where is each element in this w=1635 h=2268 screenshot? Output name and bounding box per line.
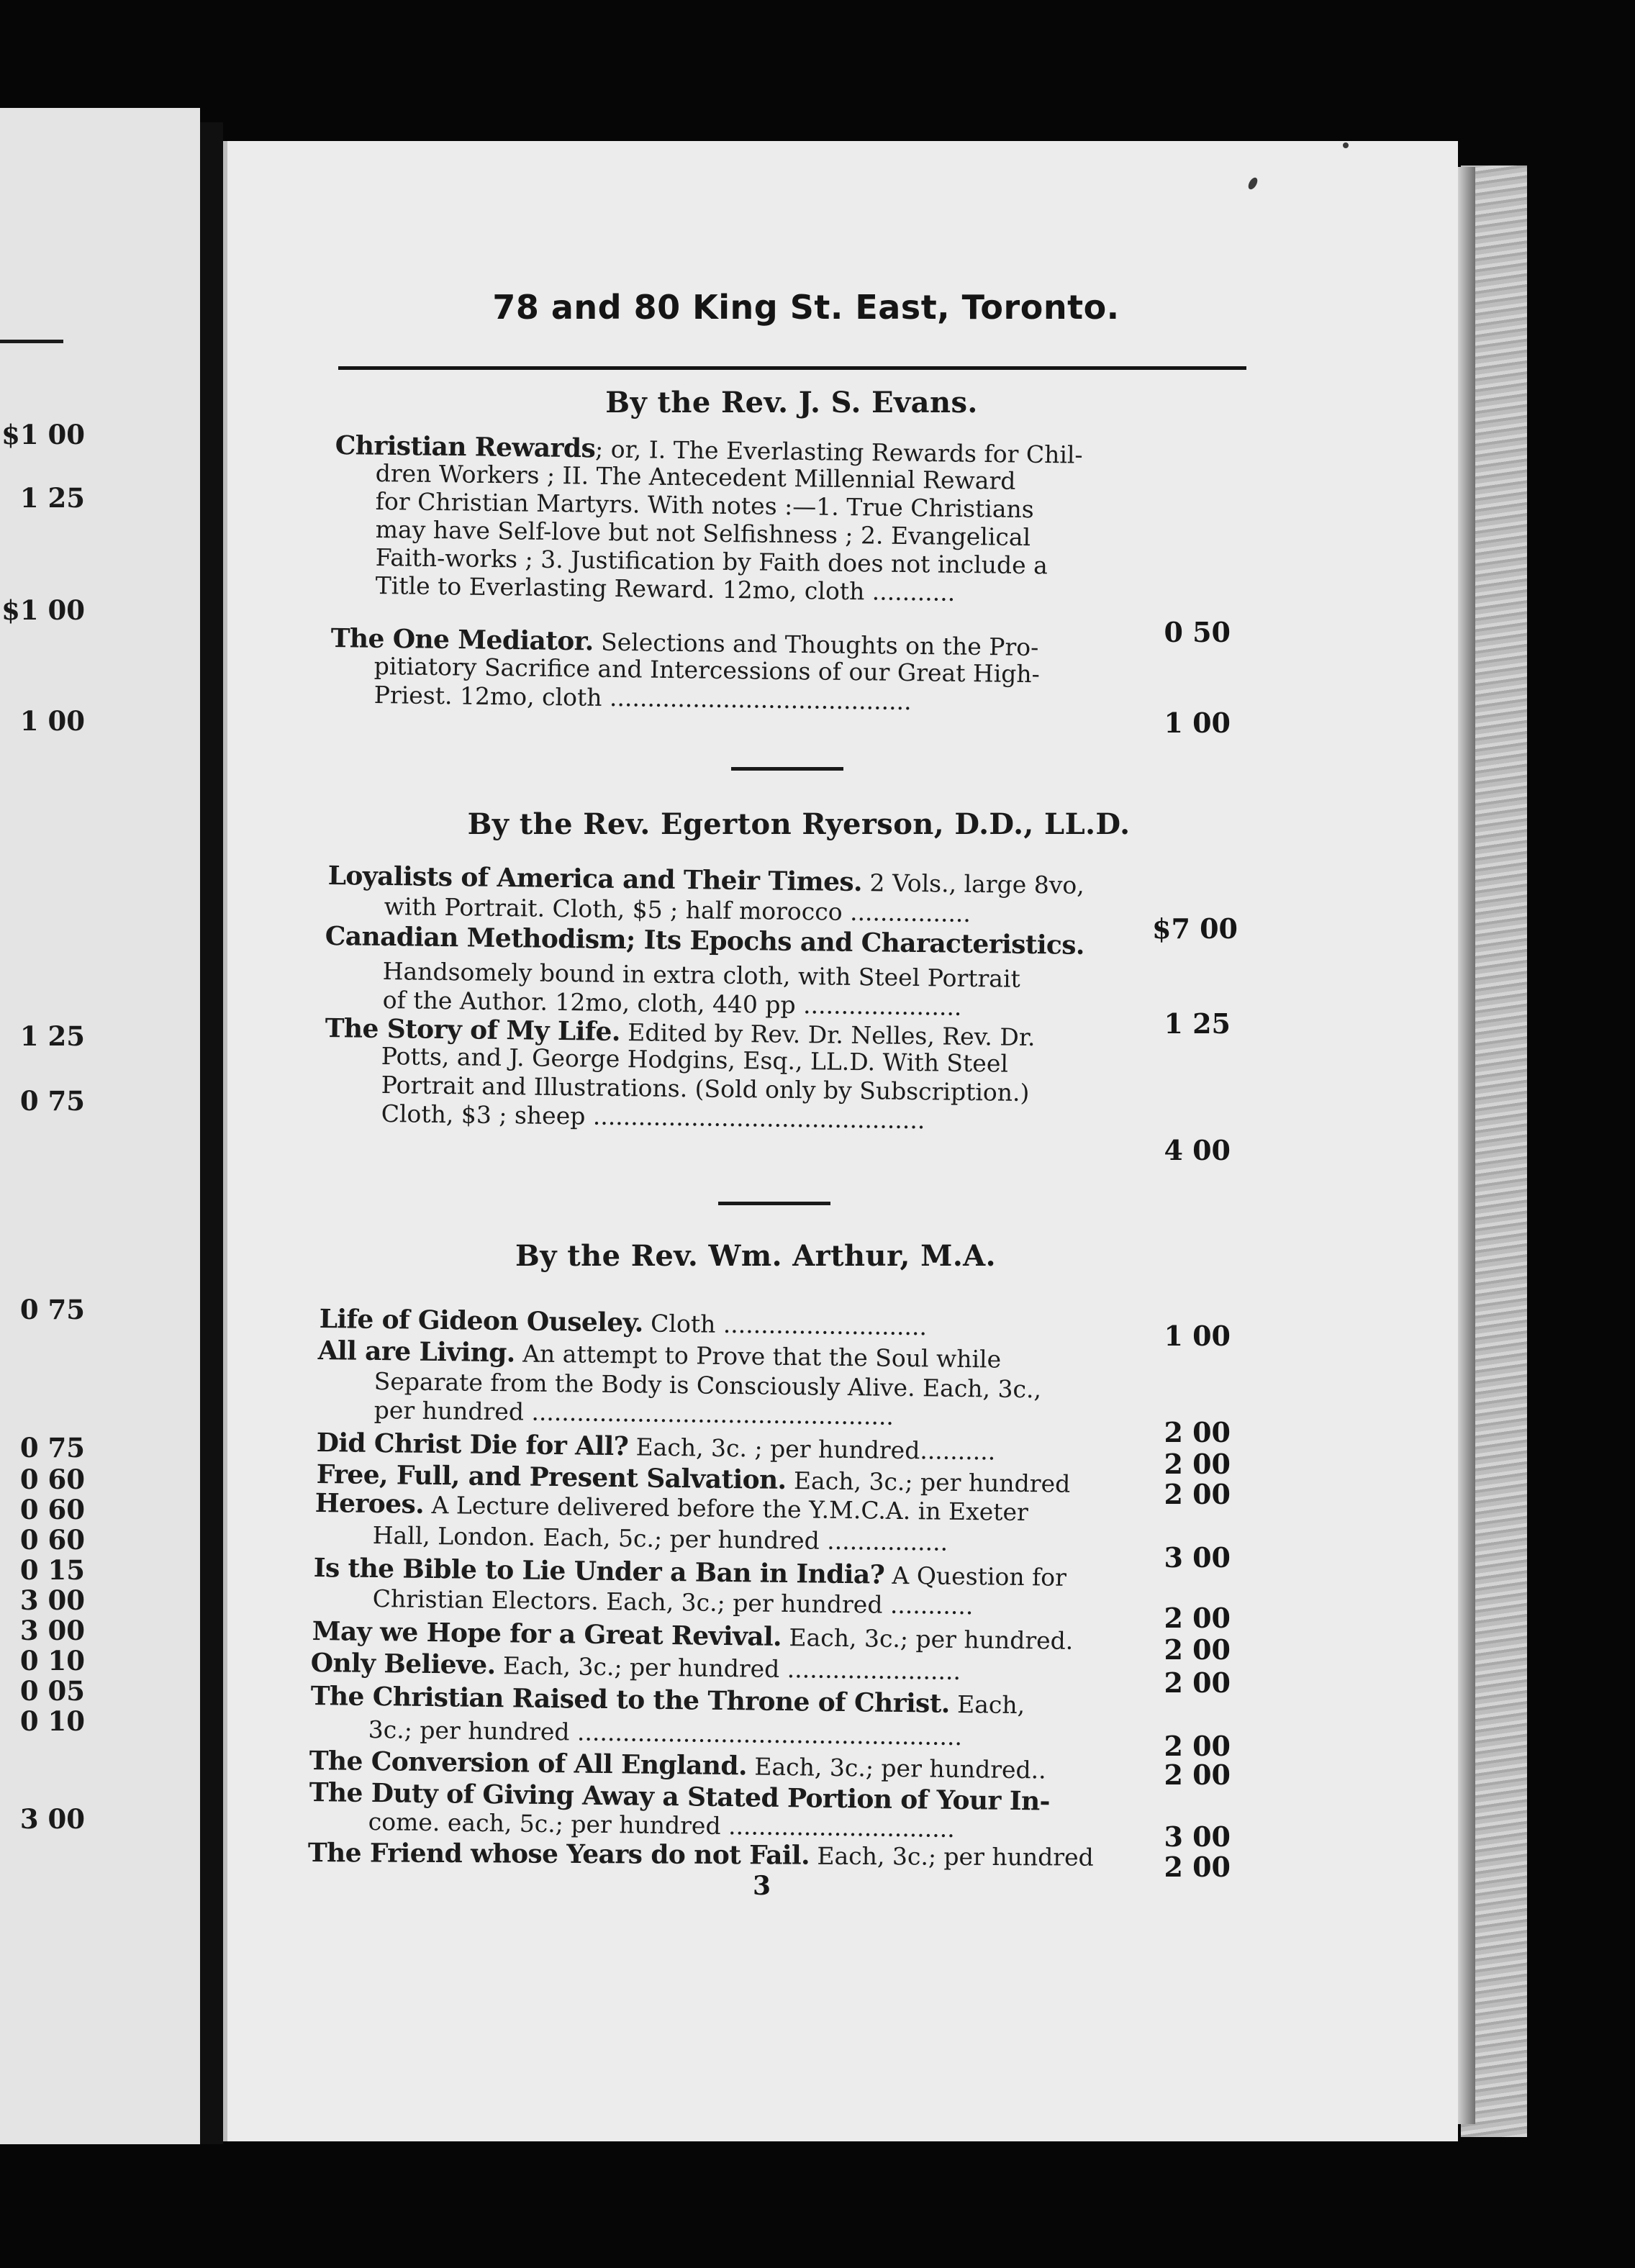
entry-price: 1 25 xyxy=(1164,1007,1231,1040)
entry-line: may have Self-love but not Selfishness ; 2. Evangelical xyxy=(375,515,1031,552)
entry-price: 1 00 xyxy=(1164,707,1231,739)
entry-title: Heroes. xyxy=(314,1488,425,1520)
entry-text: ; or, I. The Everlasting Rewards for Chil- xyxy=(594,435,1083,469)
left-price: 0 60 xyxy=(19,1494,85,1525)
entry-text: Each, 3c.; per hundred.. xyxy=(746,1752,1046,1784)
entry-price: 2 00 xyxy=(1164,1602,1231,1634)
entry-price: 3 00 xyxy=(1164,1541,1231,1574)
entry-line: Handsomely bound in extra cloth, with Steel Portrait xyxy=(382,957,1021,993)
left-price: 1 25 xyxy=(19,482,85,514)
entry-title: Did Christ Die for All? xyxy=(316,1428,629,1462)
entry-line: Separate from the Body is Consciously Alive. Each, 3c., xyxy=(373,1367,1042,1404)
entry-line: Potts, and J. George Hodgins, Esq., LL.D. With Steel xyxy=(381,1042,1009,1078)
entry-price: 0 50 xyxy=(1164,616,1231,648)
entry-title: Only Believe. xyxy=(310,1648,496,1681)
entry-text: Each, 3c.; per hundred xyxy=(809,1841,1094,1872)
left-price: 0 75 xyxy=(19,1432,85,1464)
section-author: By the Rev. Egerton Ryerson, D.D., LL.D. xyxy=(467,807,1131,841)
entry-line: Priest. 12mo, cloth ........................................ xyxy=(373,681,912,716)
left-price: 0 10 xyxy=(19,1645,85,1677)
entry-text: Cloth ........................... xyxy=(643,1309,928,1341)
entry-text: Edited by Rev. Dr. Nelles, Rev. Dr. xyxy=(620,1018,1036,1052)
entry-line: per hundred ................................................ xyxy=(373,1396,895,1430)
section-author: By the Rev. J. S. Evans. xyxy=(605,386,978,419)
entry-price: 2 00 xyxy=(1164,1666,1231,1699)
running-head: 78 and 80 King St. East, Toronto. xyxy=(492,288,1120,327)
entry-line: with Portrait. Cloth, $5 ; half morocco ................ xyxy=(384,892,972,927)
entry-text: 2 Vols., large 8vo, xyxy=(861,868,1084,899)
entry-price: 3 00 xyxy=(1164,1820,1231,1853)
left-price: 0 05 xyxy=(19,1675,85,1707)
entry-line: 3c.; per hundred ................................................... xyxy=(368,1715,963,1751)
entry-title: The Christian Raised to the Throne of Christ. xyxy=(310,1681,950,1719)
entry-text: A Lecture delivered before the Y.M.C.A. in Exeter xyxy=(423,1490,1029,1527)
entry-price: 1 00 xyxy=(1164,1320,1231,1352)
entry-title: The Duty of Giving Away a Stated Portion of Your In- xyxy=(309,1777,1051,1817)
entry-title: All are Living. xyxy=(317,1335,515,1369)
entry-title: Canadian Methodism; Its Epochs and Characteristics. xyxy=(325,921,1085,961)
left-price: 3 00 xyxy=(19,1615,85,1646)
entry-text: A Question for xyxy=(884,1561,1067,1592)
left-price: 0 60 xyxy=(19,1464,85,1495)
left-price: 1 00 xyxy=(19,705,85,737)
header-rule xyxy=(338,366,1246,370)
entry-line: for Christian Martyrs. With notes :—1. True Christians xyxy=(375,487,1034,524)
left-price: 3 00 xyxy=(19,1803,85,1835)
section-divider xyxy=(718,1202,830,1205)
entry-text: Each, 3c.; per hundred ....................... xyxy=(495,1651,961,1686)
entry-price: 2 00 xyxy=(1164,1730,1231,1762)
entry-price: 4 00 xyxy=(1164,1134,1231,1166)
entry-title: May we Hope for a Great Revival. xyxy=(312,1616,782,1652)
entry-text: Each, 3c.; per hundred. xyxy=(781,1623,1074,1655)
book-gutter xyxy=(200,122,223,2144)
entry-price: 2 00 xyxy=(1164,1851,1231,1883)
entry-line: Hall, London. Each, 5c.; per hundred ................ xyxy=(372,1521,948,1556)
previous-page xyxy=(0,108,200,2144)
entry-line: come. each, 5c.; per hundred .............................. xyxy=(368,1807,956,1843)
left-price: $1 00 xyxy=(1,594,85,626)
entry-title: Free, Full, and Present Salvation. xyxy=(316,1459,787,1495)
paper-speck xyxy=(1343,142,1349,148)
entry-price: $7 00 xyxy=(1152,912,1238,945)
left-price: $1 00 xyxy=(1,419,85,450)
left-price: 3 00 xyxy=(19,1584,85,1616)
entry-line: Cloth, $3 ; sheep ............................................ xyxy=(381,1099,925,1135)
section-divider xyxy=(731,767,843,771)
section-author: By the Rev. Wm. Arthur, M.A. xyxy=(515,1239,996,1273)
entry-title: Is the Bible to Lie Under a Ban in India? xyxy=(313,1553,885,1590)
entry-price: 2 00 xyxy=(1164,1478,1231,1510)
entry-text: Selections and Thoughts on the Pro- xyxy=(593,627,1039,662)
left-price: 0 15 xyxy=(19,1554,85,1586)
entry-price: 2 00 xyxy=(1164,1759,1231,1791)
entry-text: Each, 3c.; per hundred xyxy=(786,1466,1071,1498)
entry-price: 2 00 xyxy=(1164,1633,1231,1666)
entry-text: Each, xyxy=(949,1689,1025,1720)
entry-line: Portrait and Illustrations. (Sold only by Subscription.) xyxy=(381,1071,1030,1107)
entry-title: Christian Rewards xyxy=(335,430,596,464)
entry-title: The Story of My Life. xyxy=(325,1013,621,1048)
entry-line xyxy=(308,1838,1094,1872)
entry-text: Each, 3c. ; per hundred.......... xyxy=(628,1433,996,1466)
entry-line: pitiatory Sacrifice and Intercessions of our Great High- xyxy=(373,652,1041,689)
entry-line: Title to Everlasting Reward. 12mo, cloth ........... xyxy=(375,571,956,607)
left-price: 0 60 xyxy=(19,1524,85,1556)
left-price: 0 10 xyxy=(19,1705,85,1737)
entry-line: Christian Electors. Each, 3c.; per hundred ........... xyxy=(372,1584,974,1620)
left-price: 0 75 xyxy=(19,1085,85,1117)
left-price: 1 25 xyxy=(19,1020,85,1052)
entry-title: The One Mediator. xyxy=(330,623,594,657)
entry-title: The Friend whose Years do not Fail. xyxy=(307,1838,810,1871)
entry-text: An attempt to Prove that the Soul while xyxy=(515,1339,1002,1374)
entry-price: 2 00 xyxy=(1164,1448,1231,1480)
page-number: 3 xyxy=(753,1871,771,1901)
entry-price: 2 00 xyxy=(1164,1416,1231,1448)
entry-line: Faith-works ; 3. Justification by Faith does not include a xyxy=(375,543,1049,580)
entry-title: The Conversion of All England. xyxy=(309,1746,748,1782)
entry-title: Life of Gideon Ouseley. xyxy=(319,1304,643,1338)
left-price: 0 75 xyxy=(19,1294,85,1325)
entry-line: of the Author. 12mo, cloth, 440 pp ..................... xyxy=(382,986,962,1021)
entry-line: dren Workers ; II. The Antecedent Millennial Reward xyxy=(375,459,1016,495)
entry-title: Loyalists of America and Their Times. xyxy=(327,861,863,898)
left-page-rule xyxy=(0,340,63,343)
